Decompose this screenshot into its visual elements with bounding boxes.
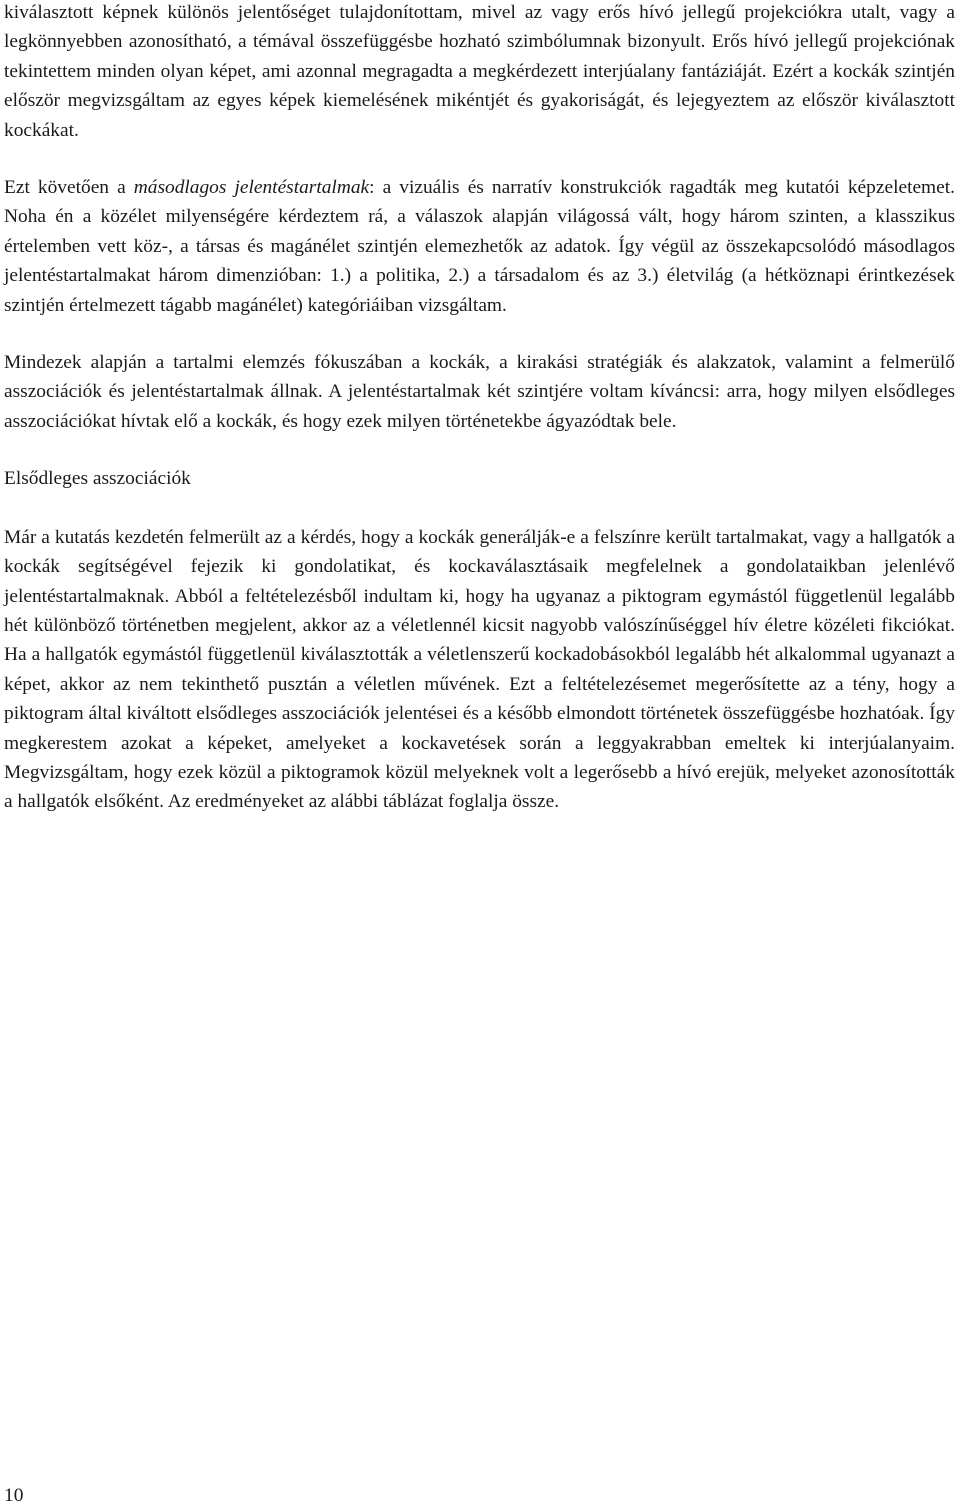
paragraph-2-lead: Ezt követően a [4,177,134,199]
paragraph-2-rest: : a vizuális és narratív konstrukciók ragadták meg kutatói képzeletemet. Noha én a közélet milyenségére kérdeztem rá, a válaszok alapján világossá vált, hogy három szinten, a klasszikus értelemben vett köz-, a társas és magánélet szintjén elemezhetők az adatok. Így végül az összekapcsolódó másodlagos jelentéstartalmakat három dimenzióban: 1.) a politika, 2.) a társadalom és az 3.) életvilág (a hétköznapi érintkezések szintjén értelmezett tágabb magánélet) kategóriáiban vizsgáltam. [4,177,955,316]
paragraph-3: Mindezek alapján a tartalmi elemzés fókuszában a kockák, a kirakási stratégiák és alakzatok, valamint a felmerülő asszociációk és jelentéstartalmak állnak. A jelentéstartalmak két szintjére voltam kíváncsi: arra, hogy milyen elsődleges asszociációkat hívtak elő a kockák, és hogy ezek milyen történetekbe ágyazódtak bele. [4,352,955,432]
document-page [4,0,955,817]
page-number: 10 [4,1485,24,1506]
paragraph-2 [4,173,955,320]
paragraph-4: Már a kutatás kezdetén felmerült az a kérdés, hogy a kockák generálják-e a felszínre került tartalmakat, vagy a hallgatók a kockák segítségével fejezik ki gondolatikat, és kockaválasztásaik megfelelnek a gondolataikban jelenlévő jelentéstartalmaknak. Abból a feltételezésből indultam ki, hogy ha ugyanaz a piktogram egymástól függetlenül legalább hét különböző történetben megjelent, akkor az a véletlennél kicsit nagyobb valószínűséggel hív életre közéleti fikciókat. Ha a hallgatók egymástól függetlenül kiválasztották a véletlenszerű kockadobásokból legalább hét alkalommal ugyanazt a képet, akkor az nem tekinthető pusztán a véletlen művének. Ezt a feltételezésemet megerősítette az a tény, hogy a piktogram által kiváltott elsődleges asszociációk jelentései és a később elmondott történetek összefüggésbe hozhatóak. Így megkerestem azokat a képeket, amelyeket a kockavetések során a leggyakrabban emeltek ki interjúalanyaim. Megvizsgáltam, hogy ezek közül a piktogramok közül melyeknek volt a legerősebb a hívó erejük, melyeket azonosították a hallgatók elsőként. Az eredményeket az alábbi táblázat foglalja össze. [4,526,955,813]
paragraph-2-emphasis: másodlagos jelentéstartalmak [133,177,370,199]
section-heading: Elsődleges asszociációk [4,468,191,490]
paragraph-1: kiválasztott képnek különös jelentőséget tulajdonítottam, mivel az vagy erős hívó jellegű projekciókra utalt, vagy a legkönnyebben azonosítható, a témával összefüggésbe hozható szimbólumnak bizonyult. Erős hívó jellegű projekciónak tekintettem minden olyan képet, ami azonnal megragadta a megkérdezett interjúalany fantáziáját. Ezért a kockák szintjén először megvizsgáltam az egyes képek kiemelésének mikéntjét és gyakoriságát, és lejegyeztem az először kiválasztott kockákat. [4,2,955,141]
